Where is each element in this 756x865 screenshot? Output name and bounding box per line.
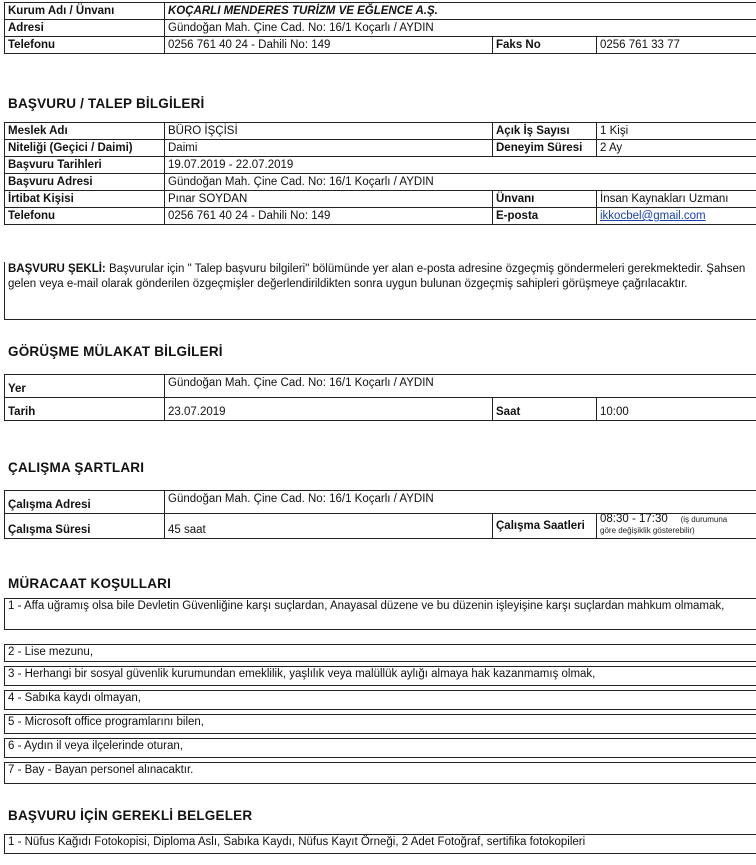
application-section-title: BAŞVURU / TALEP BİLGİLERİ xyxy=(8,96,205,111)
type-label: Niteliği (Geçici / Daimi) xyxy=(5,140,165,157)
application-address-label: Başvuru Adresi xyxy=(5,174,165,191)
condition-item: 1 - Affa uğramış olsa bile Devletin Güvenliğine karşı suçlardan, Anayasal düzene ve bu düzenin işleyişine karşı suçlardan mahkum olmamak, xyxy=(4,598,756,630)
condition-item: 6 - Aydın il veya ilçelerinde oturan, xyxy=(4,738,756,758)
application-table xyxy=(4,122,756,225)
application-address-value: Gündoğan Mah. Çine Cad. No: 16/1 Koçarlı / AYDIN xyxy=(165,174,756,191)
condition-item: 3 - Herhangi bir sosyal güvenlik kurumundan emeklilik, yaşlılık veya malüllük aylığı almaya hak kazanmamış olmak, xyxy=(4,666,756,686)
company-table xyxy=(4,2,756,54)
email-cell xyxy=(597,208,756,225)
condition-item: 7 - Bay - Bayan personel alınacaktır. xyxy=(4,762,756,784)
application-phone-label: Telefonu xyxy=(5,208,165,225)
condition-item: 5 - Microsoft office programlarını bilen, xyxy=(4,714,756,734)
work-hours-note-b: göre değişiklik gösterebilir) xyxy=(600,526,695,535)
company-phone: 0256 761 40 24 - Dahili No: 149 xyxy=(165,37,493,54)
document-item: 1 - Nüfus Kağıdı Fotokopisi, Diploma Aslı, Sabıka Kaydı, Nüfus Kayıt Örneği, 2 Adet Fotoğraf, sertifika fotokopileri xyxy=(4,834,756,854)
contact-value: Pınar SOYDAN xyxy=(165,191,493,208)
interview-section-title: GÖRÜŞME MÜLAKAT BİLGİLERİ xyxy=(8,344,223,359)
work-address-value: Gündoğan Mah. Çine Cad. No: 16/1 Koçarlı / AYDIN xyxy=(165,491,756,514)
work-address-label: Çalışma Adresi xyxy=(5,491,165,514)
openings-label: Açık İş Sayısı xyxy=(493,123,597,140)
openings-value: 1 Kişi xyxy=(597,123,756,140)
application-method-text: Başvurular için " Talep başvuru bilgileri" bölümünde yer alan e-posta adresine özgeçmiş göndermeleri gerekmektedir. Şahsen gelen veya e-mail olarak gönderilen özgeçmişler değerlendirildikten sonra uygun bulunan özgeçmiş sahipleri görüşmeye çağrılacaktır. xyxy=(8,263,746,290)
experience-value: 2 Ay xyxy=(597,140,756,157)
work-hours-label: Çalışma Saatleri xyxy=(493,514,597,539)
work-section-title: ÇALIŞMA ŞARTLARI xyxy=(8,460,145,475)
contact-label: İrtibat Kişisi xyxy=(5,191,165,208)
work-hours-value: 08:30 - 17:30 xyxy=(600,513,668,525)
company-address: Gündoğan Mah. Çine Cad. No: 16/1 Koçarlı / AYDIN xyxy=(165,20,756,37)
type-value: Daimi xyxy=(165,140,493,157)
application-method xyxy=(4,262,756,320)
email-link[interactable]: ikkocbel@gmail.com xyxy=(600,210,706,222)
interview-time-value: 10:00 xyxy=(597,398,756,421)
work-duration-label: Çalışma Süresi xyxy=(5,514,165,539)
work-table xyxy=(4,490,756,539)
job-value: BÜRO İŞÇİSİ xyxy=(165,123,493,140)
interview-place-value: Gündoğan Mah. Çine Cad. No: 16/1 Koçarlı / AYDIN xyxy=(165,375,756,398)
work-hours-note-a: (iş durumuna xyxy=(680,515,728,524)
email-label: E-posta xyxy=(493,208,597,225)
condition-item: 2 - Lise mezunu, xyxy=(4,644,756,662)
conditions-section-title: MÜRACAAT KOŞULLARI xyxy=(8,576,172,591)
company-fax-label: Faks No xyxy=(493,37,597,54)
application-method-label: BAŞVURU ŞEKLİ: xyxy=(8,263,106,275)
interview-table xyxy=(4,374,756,421)
job-label: Meslek Adı xyxy=(5,123,165,140)
company-address-label: Adresi xyxy=(5,20,165,37)
interview-place-label: Yer xyxy=(5,375,165,398)
condition-item: 4 - Sabıka kaydı olmayan, xyxy=(4,690,756,710)
dates-value: 19.07.2019 - 22.07.2019 xyxy=(165,157,756,174)
documents-section-title: BAŞVURU İÇİN GEREKLİ BELGELER xyxy=(8,808,253,823)
work-hours-cell xyxy=(597,514,756,539)
company-fax: 0256 761 33 77 xyxy=(597,37,756,54)
interview-time-label: Saat xyxy=(493,398,597,421)
contact-title-value: İnsan Kaynakları Uzmanı xyxy=(597,191,756,208)
company-name-label: Kurum Adı / Ünvanı xyxy=(5,3,165,20)
contact-title-label: Ünvanı xyxy=(493,191,597,208)
dates-label: Başvuru Tarihleri xyxy=(5,157,165,174)
interview-date-value: 23.07.2019 xyxy=(165,398,493,421)
company-phone-label: Telefonu xyxy=(5,37,165,54)
company-name: KOÇARLI MENDERES TURİZM VE EĞLENCE A.Ş. xyxy=(165,3,756,20)
experience-label: Deneyim Süresi xyxy=(493,140,597,157)
interview-date-label: Tarih xyxy=(5,398,165,421)
application-phone-value: 0256 761 40 24 - Dahili No: 149 xyxy=(165,208,493,225)
work-duration-value: 45 saat xyxy=(165,514,493,539)
